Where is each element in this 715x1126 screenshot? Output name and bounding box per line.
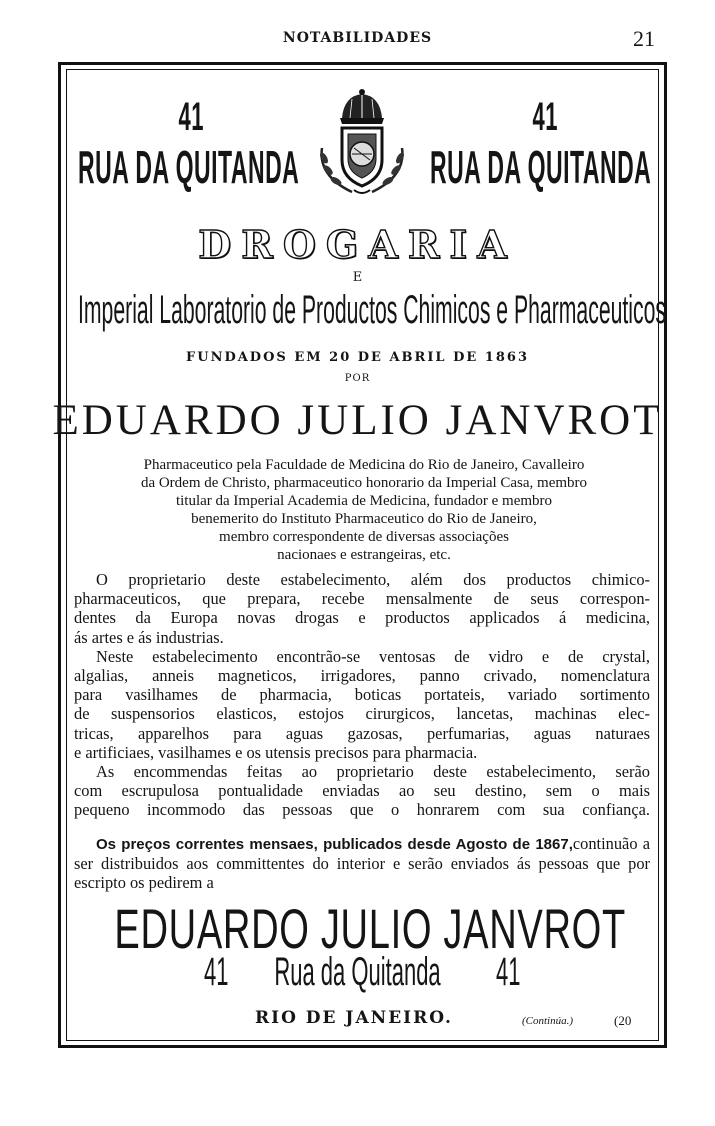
street-number-left: 41 xyxy=(178,95,205,139)
street-number-right: 41 xyxy=(532,95,559,139)
page-number: 21 xyxy=(633,26,655,51)
founding-date: FUNDADOS EM 20 DE ABRIL DE 1863 xyxy=(186,350,529,365)
conjunction-e: E xyxy=(352,270,363,285)
owner-name-footer: EDUARDO JULIO JANVROT xyxy=(114,897,626,960)
body-line: algalias, anneis magneticos, irrigadores, panno crivado, nomenclatura xyxy=(74,666,650,686)
by-word: POR xyxy=(344,373,371,384)
signature-mark: (20 xyxy=(614,1013,632,1028)
street-name-left: RUA DA QUITANDA xyxy=(78,141,300,193)
business-type-heading: DROGARIA xyxy=(198,222,517,267)
credential-line: membro correspondente de diversas associações xyxy=(219,529,509,545)
body-line: As encommendas feitas ao proprietario deste estabelecimento, serão xyxy=(96,762,650,782)
body-line: ás artes e ás industrias. xyxy=(74,627,224,647)
body-line: Neste estabelecimento encontrão-se ventosas de vidro e de crystal, xyxy=(96,646,650,666)
imperial-coat-of-arms-icon xyxy=(312,88,412,200)
footer-number-left: 41 xyxy=(204,950,229,994)
credential-line: titular da Imperial Academia de Medicina, fundador e membro xyxy=(175,493,553,509)
price-list-notice-bold: Os preços correntes mensaes, publicados desde Agosto de 1867, xyxy=(96,836,573,853)
body-line: dentes da Europa novas drogas e productos applicados á medicina, xyxy=(74,608,650,628)
footer-street: Rua da Quitanda xyxy=(274,950,441,994)
owner-name: EDUARDO JULIO JANVROT xyxy=(52,397,663,444)
credential-line: da Ordem de Christo, pharmaceutico honorario da Imperial Casa, membro xyxy=(140,475,588,491)
running-title: NOTABILIDADES xyxy=(282,30,433,46)
price-list-notice-text: continuão a ser distribuidos aos committentes do interior e serão enviados ás pessoas que por escripto os pedirem a xyxy=(74,834,650,893)
body-line: de suspensorios elasticos, estojos cirurgicos, lancetas, machinas elec- xyxy=(74,704,650,724)
body-line: com escrupulosa pontualidade enviadas ao seu destino, sem o mais xyxy=(74,781,650,801)
body-line: pharmaceuticos, que prepara, recebe mensalmente de seus correspon- xyxy=(74,589,650,609)
street-name-right: RUA DA QUITANDA xyxy=(430,141,652,193)
body-line: O proprietario deste estabelecimento, além dos productos chimico- xyxy=(96,570,650,589)
body-line: para vasilhames de pharmacia, boticas portateis, variado sortimento xyxy=(74,685,650,705)
credential-line: nacionaes e estrangeiras, etc. xyxy=(277,547,451,563)
body-line: pequeno incommodo das pessoas que o honrarem com sua confiança. xyxy=(74,800,650,820)
credential-line: Pharmaceutico pela Faculdade de Medicina do Rio de Janeiro, Cavalleiro xyxy=(143,457,585,473)
laboratory-name: Imperial Laboratorio de Productos Chimicos e Pharmaceuticos xyxy=(78,288,666,332)
continuation-note: (Continúa.) xyxy=(522,1015,574,1027)
credential-line: benemerito do Instituto Pharmaceutico do Rio de Janeiro, xyxy=(191,511,537,527)
advert-body xyxy=(74,570,650,820)
price-list-notice xyxy=(74,834,650,893)
body-line: tricas, apparelhos para aguas gazosas, perfumarias, aguas naturaes xyxy=(74,723,650,743)
owner-credentials xyxy=(74,456,654,564)
body-line: e artificiaes, vasilhames e os utensis precisos para pharmacia. xyxy=(74,742,478,762)
footer-number-right: 41 xyxy=(496,950,521,994)
running-header xyxy=(0,26,715,54)
city-name: RIO DE JANEIRO. xyxy=(255,1008,453,1028)
